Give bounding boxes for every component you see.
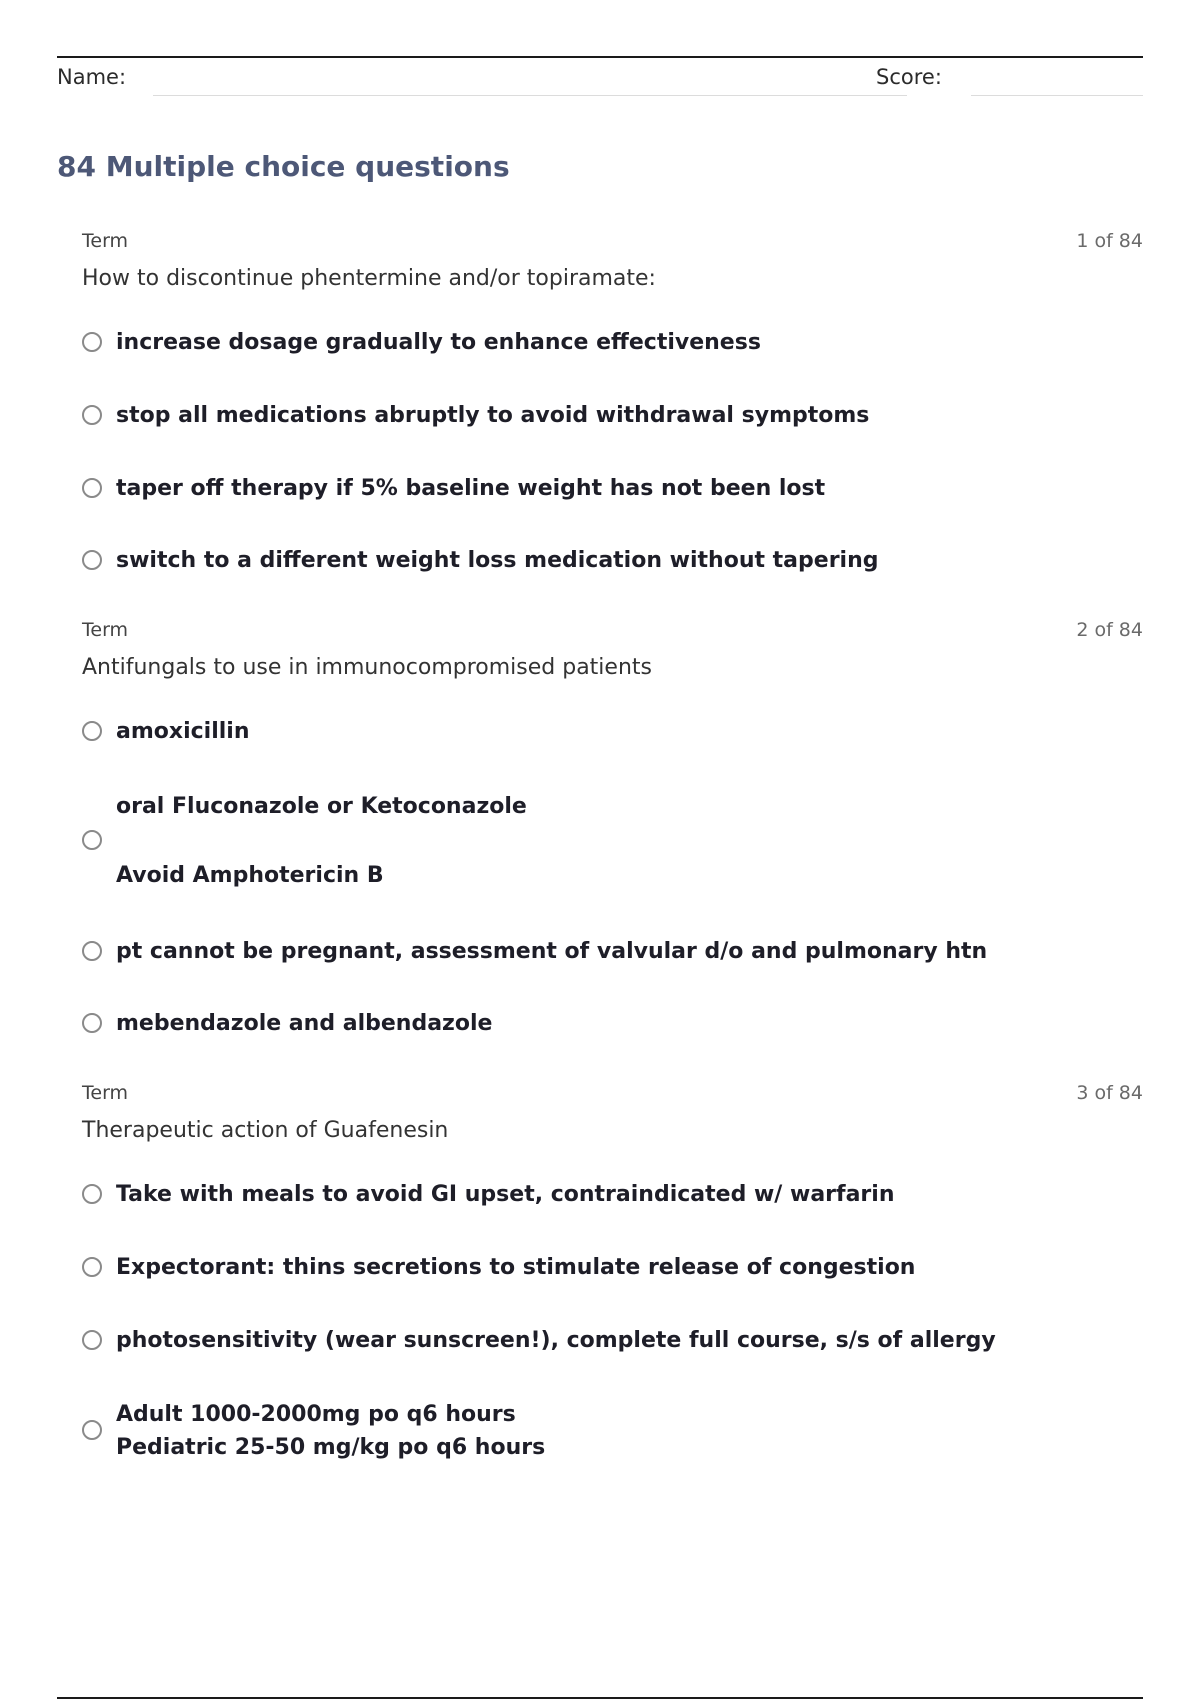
option-label: Expectorant: thins secretions to stimulate release of congestion	[116, 1254, 916, 1280]
question-number: 1 of 84	[1076, 230, 1143, 252]
option-label	[116, 789, 527, 891]
option-label: increase dosage gradually to enhance effectiveness	[116, 329, 761, 355]
answer-option[interactable]	[82, 1325, 1082, 1355]
option-label: pt cannot be pregnant, assessment of valvular d/o and pulmonary htn	[116, 938, 988, 964]
radio-circle-icon[interactable]	[82, 405, 102, 425]
score-label: Score:	[876, 65, 942, 89]
radio-circle-icon[interactable]	[82, 1330, 102, 1350]
section-title: 84 Multiple choice questions	[57, 150, 510, 183]
answer-option[interactable]	[82, 1397, 1082, 1463]
option-line: oral Fluconazole or Ketoconazole	[116, 794, 527, 819]
term-label: Term	[82, 619, 129, 641]
radio-circle-icon[interactable]	[82, 1257, 102, 1277]
radio-circle-icon[interactable]	[82, 941, 102, 961]
radio-circle-icon[interactable]	[82, 1420, 102, 1440]
top-rule	[57, 56, 1143, 58]
radio-circle-icon[interactable]	[82, 478, 102, 498]
option-line: Avoid Amphotericin B	[116, 863, 384, 888]
answer-option[interactable]	[82, 716, 1082, 746]
radio-circle-icon[interactable]	[82, 332, 102, 352]
answer-option[interactable]	[82, 1252, 1082, 1282]
answer-option[interactable]	[82, 327, 1082, 357]
radio-circle-icon[interactable]	[82, 721, 102, 741]
name-field[interactable]	[153, 95, 907, 96]
radio-circle-icon[interactable]	[82, 1184, 102, 1204]
answer-option[interactable]	[82, 789, 1082, 891]
answer-option[interactable]	[82, 473, 1082, 503]
option-label	[116, 1397, 545, 1463]
option-label: Take with meals to avoid GI upset, contraindicated w/ warfarin	[116, 1181, 895, 1207]
question-text: How to discontinue phentermine and/or topiramate:	[82, 266, 656, 291]
question-number: 3 of 84	[1076, 1082, 1143, 1104]
question-text: Antifungals to use in immunocompromised patients	[82, 655, 652, 680]
answer-option[interactable]	[82, 936, 1082, 966]
option-label: switch to a different weight loss medication without tapering	[116, 547, 879, 573]
option-label: taper off therapy if 5% baseline weight has not been lost	[116, 475, 826, 501]
option-label: photosensitivity (wear sunscreen!), complete full course, s/s of allergy	[116, 1327, 996, 1353]
answer-option[interactable]	[82, 545, 1082, 575]
term-label: Term	[82, 1082, 129, 1104]
radio-circle-icon[interactable]	[82, 1013, 102, 1033]
answer-option[interactable]	[82, 1179, 1082, 1209]
radio-circle-icon[interactable]	[82, 550, 102, 570]
name-label: Name:	[57, 65, 127, 89]
header-row	[57, 63, 1143, 99]
question-number: 2 of 84	[1076, 619, 1143, 641]
option-label: mebendazole and albendazole	[116, 1010, 493, 1036]
answer-option[interactable]	[82, 1008, 1082, 1038]
option-line	[116, 825, 527, 861]
option-label: stop all medications abruptly to avoid withdrawal symptoms	[116, 402, 870, 428]
term-label: Term	[82, 230, 129, 252]
option-line: Adult 1000-2000mg po q6 hours	[116, 1402, 516, 1427]
option-line: Pediatric 25-50 mg/kg po q6 hours	[116, 1435, 546, 1460]
bottom-rule	[57, 1697, 1143, 1699]
option-label: amoxicillin	[116, 718, 250, 744]
radio-circle-icon[interactable]	[82, 830, 102, 850]
question-text: Therapeutic action of Guafenesin	[82, 1118, 449, 1143]
score-field[interactable]	[971, 95, 1143, 96]
answer-option[interactable]	[82, 400, 1082, 430]
